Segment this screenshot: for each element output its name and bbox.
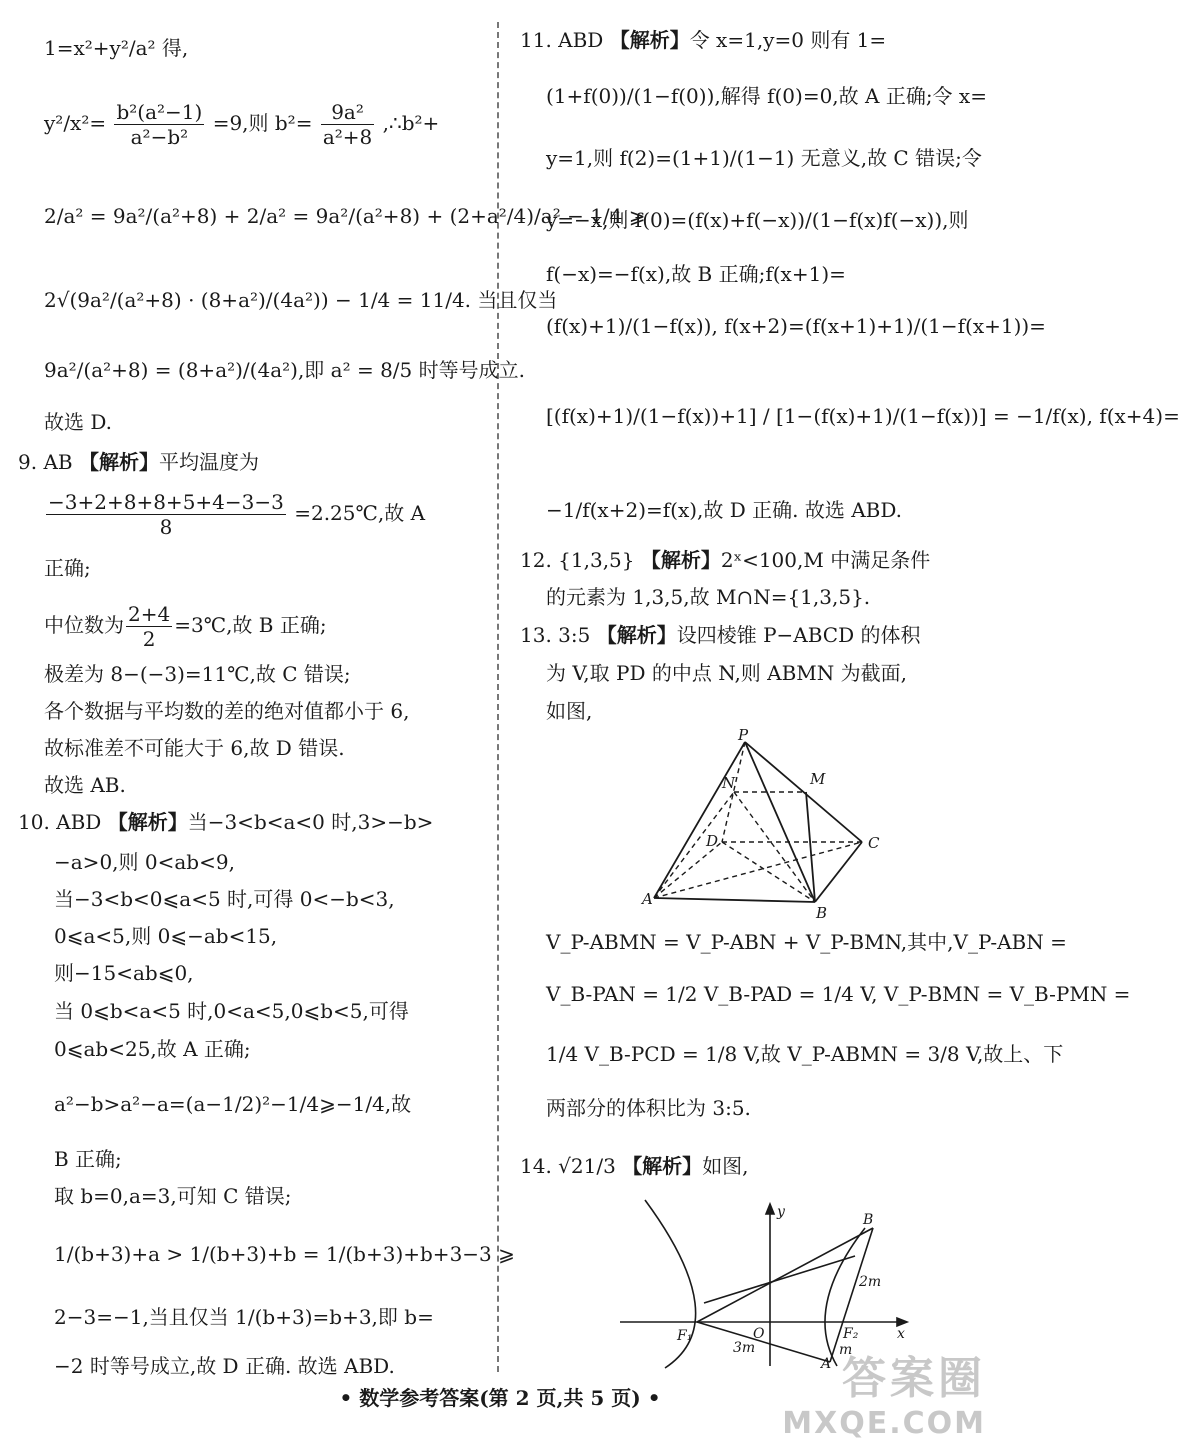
label-x: x xyxy=(897,1326,905,1342)
label-b: B xyxy=(816,904,828,922)
text-line: 当−3<b<0⩽a<5 时,可得 0<−b<3, xyxy=(54,887,395,911)
segment-through-f1 xyxy=(704,1256,855,1303)
label-2m: 2m xyxy=(859,1274,882,1290)
label-p: P xyxy=(738,726,749,744)
text-line: −a>0,则 0<ab<9, xyxy=(54,850,235,874)
label-b: B xyxy=(863,1212,874,1228)
text-line: (1+f(0))/(1−f(0)),解得 f(0)=0,故 A 正确;令 x= xyxy=(546,84,987,108)
edge-ac xyxy=(654,842,862,898)
text-line: [(f(x)+1)/(1−f(x))+1] / [1−(f(x)+1)/(1−f(x))] = −1/f(x), f(x+4)= xyxy=(546,404,1180,428)
text-line: 2√(9a²/(a²+8) · (8+a²)/(4a²)) − 1/4 = 11/4. 当且仅当 xyxy=(44,288,558,312)
edge-an xyxy=(654,792,734,898)
question-10: 10. ABD 【解析】当−3<b<a<0 时,3>−b> xyxy=(18,810,434,834)
text-line: 为 V,取 PD 的中点 N,则 ABMN 为截面, xyxy=(546,661,907,685)
x-arrow-icon xyxy=(897,1318,907,1326)
text-line: $\frac{-3+2+8+8+5+4-3-3}{8}$ =2.25℃,故 A xyxy=(48,490,426,539)
label-m: M xyxy=(810,770,826,788)
edge-pd xyxy=(722,742,745,842)
text-line: 2/a² = 9a²/(a²+8) + 2/a² = 9a²/(a²+8) + (2+a²/4)/a² − 1/4 ⩾ xyxy=(44,204,646,228)
text-line: 中位数为 $\frac{2+4}{2}$ =3℃,故 B 正确; xyxy=(44,602,327,651)
pyramid-figure xyxy=(630,726,890,922)
y-arrow-icon xyxy=(766,1204,774,1214)
text-line: (f(x)+1)/(1−f(x)), f(x+2)=(f(x+1)+1)/(1−f(x+1))= xyxy=(546,314,1046,338)
label-y: y xyxy=(777,1204,785,1220)
text-line: 两部分的体积比为 3:5. xyxy=(546,1096,751,1120)
page-footer: • 数学参考答案(第 2 页,共 5 页) • xyxy=(339,1386,661,1410)
question-13: 13. 3:5 【解析】设四棱锥 P−ABCD 的体积 xyxy=(520,623,921,647)
label-d: D xyxy=(706,832,719,850)
text-line: 正确; xyxy=(44,556,91,580)
text-line: 故选 AB. xyxy=(44,773,126,797)
text-line: 极差为 8−(−3)=11℃,故 C 错误; xyxy=(44,662,351,686)
text-line: 0⩽ab<25,故 A 正确; xyxy=(54,1037,251,1061)
edge-pa xyxy=(654,742,745,898)
label-m: m xyxy=(839,1342,853,1358)
text-line: 故标准差不可能大于 6,故 D 错误. xyxy=(44,736,345,760)
text-line: −2 时等号成立,故 D 正确. 故选 ABD. xyxy=(54,1354,395,1378)
question-12: 12. {1,3,5} 【解析】2ˣ<100,M 中满足条件 xyxy=(520,548,931,572)
edge-ad xyxy=(654,842,722,898)
text-line: 如图, xyxy=(546,699,593,723)
question-14: 14. √21/3 【解析】如图, xyxy=(520,1154,749,1178)
label-o: O xyxy=(753,1326,765,1342)
question-11: 11. ABD 【解析】令 x=1,y=0 则有 1= xyxy=(520,28,887,52)
text-line: y=1,则 f(2)=(1+1)/(1−1) 无意义,故 C 错误;令 xyxy=(546,146,982,170)
label-f2: F₂ xyxy=(843,1326,859,1342)
text-line: 0⩽a<5,则 0⩽−ab<15, xyxy=(54,924,278,948)
text-line: 1/(b+3)+a > 1/(b+3)+b = 1/(b+3)+b+3−3 ⩾ xyxy=(54,1242,515,1266)
watermark-url: MXQE.COM xyxy=(782,1406,986,1441)
text-line: 取 b=0,a=3,可知 C 错误; xyxy=(54,1184,292,1208)
text-line: 1=x²+y²/a² 得, xyxy=(44,36,189,60)
text-line: V_B-PAN = 1/2 V_B-PAD = 1/4 V, V_P-BMN = V_B-PMN = xyxy=(546,982,1131,1006)
question-9: 9. AB 【解析】平均温度为 xyxy=(18,450,259,474)
edge-ab xyxy=(654,898,815,902)
text-line: 2−3=−1,当且仅当 1/(b+3)=b+3,即 b= xyxy=(54,1305,434,1329)
text-line: 各个数据与平均数的差的绝对值都小于 6, xyxy=(44,699,410,723)
text-line: f(−x)=−f(x),故 B 正确;f(x+1)= xyxy=(546,262,846,286)
text-line: a²−b>a²−a=(a−1/2)²−1/4⩾−1/4,故 xyxy=(54,1092,412,1116)
text-line: y²/x²= $\frac{\text{b²(a²−1)}}{\text{a²−b²}}$ =9,则 b²= $\frac{\text{9a²}}{\text{a²+8}}$ ,∴b²+ xyxy=(44,100,440,149)
text-line: 当 0⩽b<a<5 时,0<a<5,0⩽b<5,可得 xyxy=(54,999,409,1023)
text-line: 的元素为 1,3,5,故 M∩N={1,3,5}. xyxy=(546,585,871,609)
label-c: C xyxy=(868,834,880,852)
text-line: V_P-ABMN = V_P-ABN + V_P-BMN,其中,V_P-ABN = xyxy=(546,930,1067,954)
label-3m: 3m xyxy=(733,1340,756,1356)
text-line: 9a²/(a²+8) = (8+a²)/(4a²),即 a² = 8/5 时等号成立. xyxy=(44,358,525,382)
text-line: 1/4 V_B-PCD = 1/8 V,故 V_P-ABMN = 3/8 V,故上、下 xyxy=(546,1042,1064,1066)
label-f1: F₁ xyxy=(677,1328,693,1344)
text-line: 则−15<ab⩽0, xyxy=(54,961,194,985)
text-line: B 正确; xyxy=(54,1147,122,1171)
label-a: A xyxy=(821,1356,832,1372)
text-line: −1/f(x+2)=f(x),故 D 正确. 故选 ABD. xyxy=(546,498,903,522)
watermark-logo xyxy=(782,1342,986,1441)
label-a: A xyxy=(642,890,653,908)
edge-bc xyxy=(815,842,862,902)
text-line: 故选 D. xyxy=(44,410,113,434)
watermark-text: 答案圈 xyxy=(842,1353,986,1404)
text-line: y=−x,则 f(0)=(f(x)+f(−x))/(1−f(x)f(−x)),则 xyxy=(546,208,969,232)
label-n: N xyxy=(722,774,736,792)
